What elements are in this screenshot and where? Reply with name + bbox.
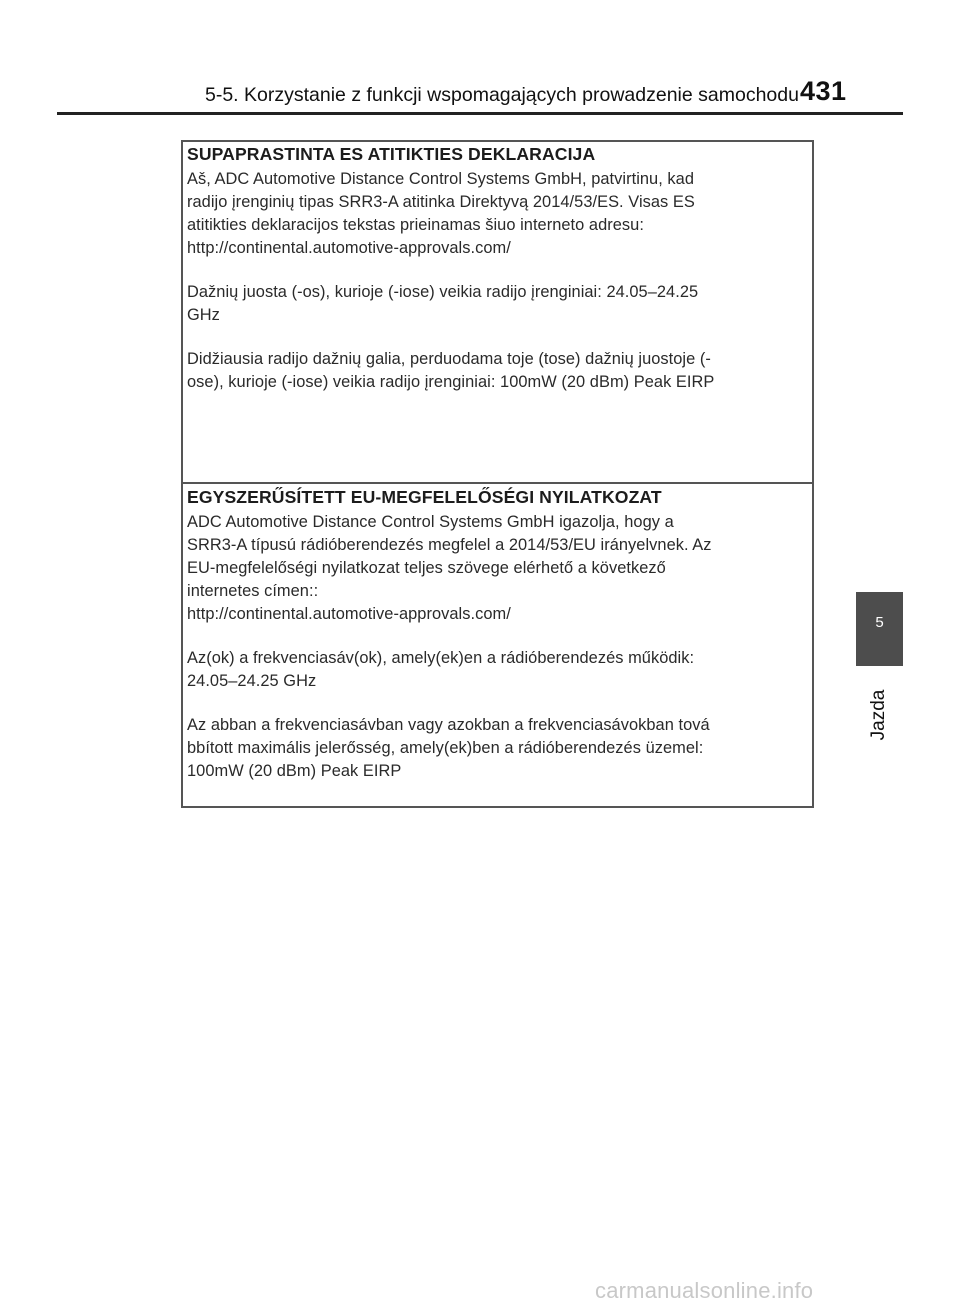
page-header — [0, 0, 960, 118]
section-title: 5-5. Korzystanie z funkcji wspomagających prowadzenie samochodu — [205, 84, 799, 106]
declaration-intro — [187, 511, 808, 626]
text-line: SRR3-A típusú rádióberendezés megfelel a 2014/53/EU irányelvnek. Az — [187, 536, 712, 554]
declaration-url: http://continental.automotive-approvals.com/ — [187, 605, 511, 623]
max-power-text — [187, 348, 808, 394]
text-line: Aš, ADC Automotive Distance Control Systems GmbH, patvirtinu, kad — [187, 170, 694, 188]
text-line: bbított maximális jelerősség, amely(ek)ben a rádióberendezés üzemel: — [187, 739, 704, 757]
text-line: Az abban a frekvenciasávban vagy azokban a frekvenciasávokban tová — [187, 716, 710, 734]
chapter-tab — [856, 592, 903, 666]
page-number: 431 — [800, 76, 847, 106]
text-line: ose), kurioje (-iose) veikia radijo įrenginiai: 100mW (20 dBm) Peak EIRP — [187, 373, 715, 391]
text-line: Didžiausia radijo dažnių galia, perduodama toje (tose) dažnių juostoje (- — [187, 350, 711, 368]
text-line: Dažnių juosta (-os), kurioje (-iose) veikia radijo įrenginiai: 24.05–24.25 — [187, 283, 699, 301]
text-line: ADC Automotive Distance Control Systems GmbH igazolja, hogy a — [187, 513, 674, 531]
header-divider — [57, 112, 903, 115]
declaration-lithuanian — [183, 142, 812, 484]
declaration-heading: EGYSZERŰSÍTETT EU-MEGFELELŐSÉGI NYILATKOZAT — [187, 487, 662, 507]
chapter-number: 5 — [875, 614, 884, 631]
frequency-band-text — [187, 281, 808, 327]
declaration-hungarian — [183, 484, 812, 806]
text-line: atitikties deklaracijos tekstas prieinamas šiuo interneto adresu: — [187, 216, 644, 234]
text-line: GHz — [187, 306, 220, 324]
text-line: radijo įrenginių tipas SRR3-A atitinka Direktyvą 2014/53/ES. Visas ES — [187, 193, 695, 211]
declaration-box — [181, 140, 814, 808]
max-power-text — [187, 714, 808, 783]
chapter-label: Jazda — [868, 689, 889, 741]
text-line: internetes címen:: — [187, 582, 319, 600]
text-line: 100mW (20 dBm) Peak EIRP — [187, 762, 402, 780]
declaration-heading: SUPAPRASTINTA ES ATITIKTIES DEKLARACIJA — [187, 144, 596, 164]
site-watermark: carmanualsonline.info — [595, 1278, 814, 1303]
frequency-band-text — [187, 647, 808, 693]
text-line: EU-megfelelőségi nyilatkozat teljes szövege elérhető a következő — [187, 559, 666, 577]
declaration-intro — [187, 168, 808, 260]
text-line: 24.05–24.25 GHz — [187, 672, 317, 690]
text-line: Az(ok) a frekvenciasáv(ok), amely(ek)en a rádióberendezés működik: — [187, 649, 695, 667]
declaration-url: http://continental.automotive-approvals.com/ — [187, 239, 511, 257]
